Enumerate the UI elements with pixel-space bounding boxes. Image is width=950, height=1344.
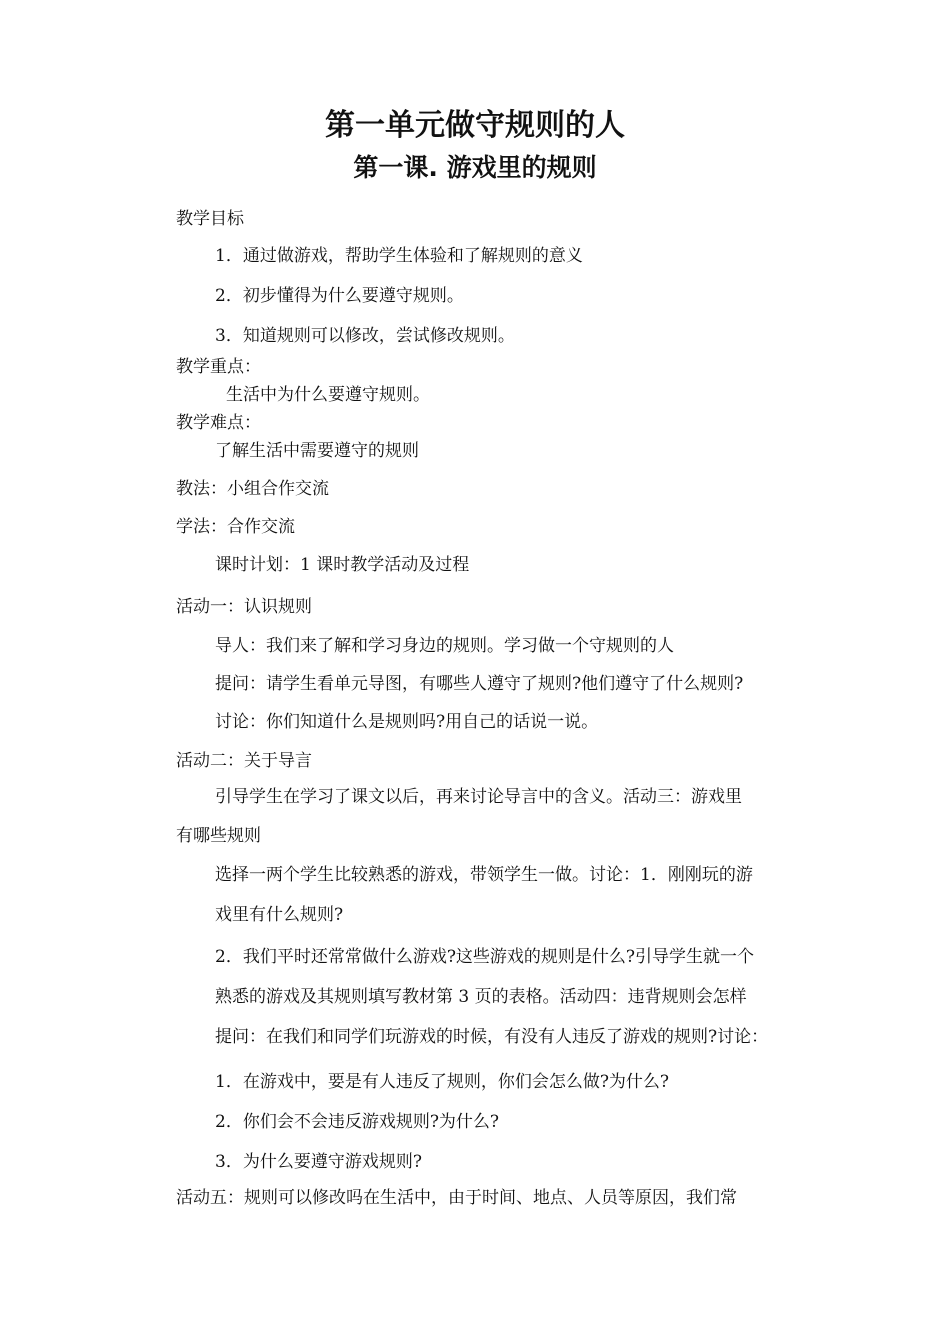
text-line: 教法：小组合作交流 [176,479,329,499]
text-line: 课时计划：1 课时教学活动及过程 [215,555,470,575]
text-line: 活动五：规则可以修改吗在生活中，由于时间、地点、人员等原因，我们常 [176,1188,737,1208]
text-line: 1．在游戏中，要是有人违反了规则，你们会怎么做?为什么? [215,1072,670,1092]
text-line: 提问：在我们和同学们玩游戏的时候，有没有人违反了游戏的规则?讨论： [215,1027,769,1047]
text-line: 讨论：你们知道什么是规则吗?用自己的话说一说。 [215,712,599,732]
text-line: 有哪些规则 [176,826,261,846]
lesson-subtitle: 第一课. 游戏里的规则 [353,153,597,182]
text-line: 2．你们会不会违反游戏规则?为什么? [215,1112,500,1132]
text-line: 了解生活中需要遵守的规则 [215,441,419,461]
text-line: 生活中为什么要遵守规则。 [226,385,430,405]
text-line: 3．为什么要遵守游戏规则? [215,1152,422,1172]
text-line: 选择一两个学生比较熟悉的游戏，带领学生一做。讨论：1．刚刚玩的游 [215,865,753,885]
text-line: 提问：请学生看单元导图，有哪些人遵守了规则?他们遵守了什么规则? [215,674,744,694]
document-title: 第一单元做守规则的人 [325,108,625,143]
text-line: 教学目标 [176,209,244,229]
text-line: 2．我们平时还常常做什么游戏?这些游戏的规则是什么?引导学生就一个 [215,947,755,967]
text-line: 导人：我们来了解和学习身边的规则。学习做一个守规则的人 [215,636,674,656]
text-line: 熟悉的游戏及其规则填写教材第 3 页的表格。活动四：违背规则会怎样 [215,987,747,1007]
text-line: 活动二：关于导言 [176,751,312,771]
text-line: 2．初步懂得为什么要遵守规则。 [215,286,464,306]
text-line: 引导学生在学习了课文以后，再来讨论导言中的含义。活动三：游戏里 [215,787,742,807]
text-line: 3．知道规则可以修改，尝试修改规则。 [215,326,515,346]
text-line: 活动一：认识规则 [176,597,312,617]
text-line: 1．通过做游戏，帮助学生体验和了解规则的意义 [215,246,583,266]
text-line: 戏里有什么规则? [215,905,344,925]
text-line: 学法：合作交流 [176,517,295,537]
text-line: 教学难点： [176,413,261,433]
text-line: 教学重点： [176,357,261,377]
